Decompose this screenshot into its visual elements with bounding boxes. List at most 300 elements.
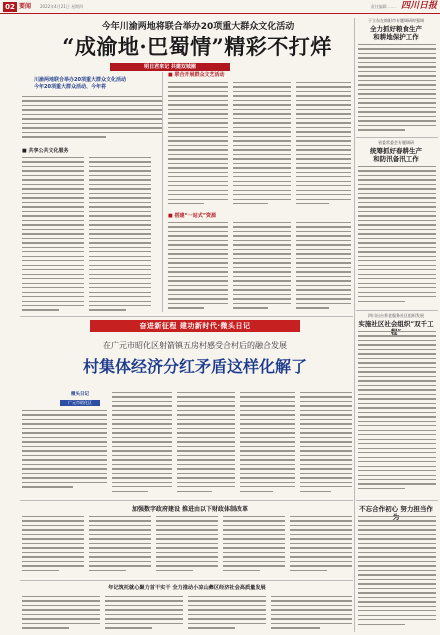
text-line	[112, 468, 172, 469]
text-line	[22, 301, 84, 302]
text-line	[223, 538, 285, 539]
text-line	[300, 459, 352, 460]
text-line	[233, 181, 291, 182]
text-line	[105, 596, 183, 597]
text-line	[22, 556, 84, 557]
text-line	[177, 473, 235, 474]
text-line	[105, 618, 183, 619]
right-kicker-1: 于立东在绵阳市专题调研时强调	[368, 18, 424, 23]
text-line	[156, 543, 218, 544]
text-line	[89, 175, 151, 176]
text-line	[177, 410, 235, 411]
text-line	[358, 233, 436, 234]
lower-headline-2: 年记筑托就心聚力首干实干 全力推动小凉山彝区经济社会高质量发展	[108, 585, 266, 591]
text-line	[112, 482, 172, 483]
text-line	[290, 543, 352, 544]
lower-body-col5	[290, 516, 352, 576]
text-line	[358, 193, 436, 194]
text-line	[233, 267, 291, 268]
text-line	[233, 226, 291, 227]
text-line	[156, 516, 218, 517]
text-line	[358, 619, 436, 620]
text-line	[300, 455, 352, 456]
text-line	[271, 627, 320, 628]
text-line	[358, 116, 436, 117]
text-line	[296, 154, 351, 155]
text-line	[89, 260, 151, 261]
text-line	[358, 57, 436, 58]
text-line	[112, 491, 148, 492]
text-line	[358, 461, 436, 462]
lower-body-col2	[89, 516, 151, 576]
text-line	[22, 596, 100, 597]
text-line	[112, 419, 172, 420]
text-line	[168, 104, 228, 105]
text-line	[300, 468, 352, 469]
text-line	[22, 247, 84, 248]
section-divider	[356, 137, 438, 138]
text-line	[290, 529, 352, 530]
text-line	[358, 206, 436, 207]
text-line	[358, 394, 436, 395]
text-line	[296, 199, 351, 200]
text-line	[358, 120, 436, 121]
right-kicker-2: 省委常委会专题调研	[378, 140, 414, 145]
text-line	[22, 450, 107, 451]
masthead-logo: 四川日报	[400, 1, 437, 11]
text-line	[168, 285, 228, 286]
text-line	[240, 486, 295, 487]
text-line	[223, 525, 285, 526]
text-line	[296, 86, 351, 87]
text-line	[177, 423, 235, 424]
text-line	[112, 450, 172, 451]
text-line	[168, 289, 228, 290]
lead-red-bar: 明日君来记 共建双城圈	[110, 63, 230, 71]
text-line	[240, 491, 273, 492]
text-line	[296, 226, 351, 227]
text-line	[358, 269, 436, 270]
text-line	[177, 401, 235, 402]
text-line	[358, 538, 436, 539]
text-line	[296, 235, 351, 236]
text-line	[358, 335, 436, 336]
text-line	[156, 538, 218, 539]
text-line	[89, 274, 151, 275]
text-line	[300, 464, 352, 465]
text-line	[296, 249, 351, 250]
text-line	[300, 410, 352, 411]
text-line	[89, 287, 151, 288]
feature-headline: 村集体经济分红矛盾这样化解了	[82, 357, 307, 376]
text-line	[358, 376, 436, 377]
section-divider	[20, 580, 353, 581]
text-line	[358, 570, 436, 571]
text-line	[89, 247, 151, 248]
text-line	[358, 543, 436, 544]
text-line	[168, 271, 228, 272]
text-line	[168, 244, 228, 245]
text-line	[168, 136, 228, 137]
text-line	[89, 525, 151, 526]
text-line	[358, 274, 436, 275]
text-line	[296, 109, 351, 110]
text-line	[22, 464, 107, 465]
text-line	[89, 197, 151, 198]
text-line	[358, 247, 436, 248]
text-line	[233, 307, 268, 308]
text-line	[296, 298, 351, 299]
text-line	[168, 258, 228, 259]
text-line	[168, 109, 228, 110]
text-line	[358, 416, 436, 417]
text-line	[358, 561, 436, 562]
text-line	[290, 520, 352, 521]
text-line	[358, 340, 436, 341]
section-divider	[356, 500, 438, 501]
text-line	[300, 486, 352, 487]
text-line	[112, 477, 172, 478]
text-line	[22, 211, 84, 212]
text-line	[271, 623, 352, 624]
text-line	[223, 529, 285, 530]
column-divider	[354, 18, 355, 632]
text-line	[358, 475, 436, 476]
text-line	[296, 253, 351, 254]
text-line	[156, 561, 218, 562]
feature-body-col5	[300, 392, 352, 496]
text-line	[358, 301, 405, 302]
text-line	[358, 344, 436, 345]
text-line	[168, 303, 228, 304]
text-line	[358, 220, 436, 221]
text-line	[233, 240, 291, 241]
text-line	[296, 222, 351, 223]
text-line	[240, 446, 295, 447]
text-line	[168, 86, 228, 87]
text-line	[168, 226, 228, 227]
text-line	[89, 534, 151, 535]
text-line	[89, 309, 126, 310]
text-line	[168, 163, 228, 164]
text-line	[358, 48, 436, 49]
text-line	[22, 229, 84, 230]
lead-body-col8	[296, 222, 351, 312]
text-line	[233, 289, 291, 290]
text-line	[300, 450, 352, 451]
text-line	[168, 176, 228, 177]
text-line	[358, 606, 436, 607]
editor-line: 责任编辑 ……	[370, 4, 396, 9]
lead-subhead-1: 川渝两地联合举办20项重大群众文化活动	[34, 77, 126, 83]
text-line	[358, 592, 436, 593]
text-line	[112, 392, 172, 393]
lead-subhead-2: 今年20项重大群众活动、今年将	[34, 84, 106, 90]
text-line	[358, 443, 436, 444]
lead-sub-a: ■ 共享公共文化服务	[22, 148, 69, 154]
text-line	[358, 470, 436, 471]
text-line	[358, 166, 436, 167]
text-line	[240, 419, 295, 420]
text-line	[240, 410, 295, 411]
text-line	[296, 149, 351, 150]
text-line	[89, 224, 151, 225]
text-line	[168, 253, 228, 254]
text-line	[240, 455, 295, 456]
text-line	[89, 188, 151, 189]
text-line	[233, 131, 291, 132]
text-line	[358, 107, 436, 108]
text-line	[177, 446, 235, 447]
text-line	[296, 122, 351, 123]
text-line	[358, 184, 436, 185]
text-line	[296, 176, 351, 177]
text-line	[89, 305, 151, 306]
text-line	[358, 278, 436, 279]
text-line	[89, 229, 151, 230]
text-line	[89, 278, 151, 279]
text-line	[233, 176, 291, 177]
lead-body-col5	[296, 82, 351, 212]
lead-body-col4	[233, 82, 291, 212]
text-line	[271, 614, 352, 615]
text-line	[300, 401, 352, 402]
text-line	[240, 401, 295, 402]
text-line	[22, 184, 84, 185]
text-line	[240, 482, 295, 483]
text-line	[168, 82, 228, 83]
text-line	[358, 202, 436, 203]
text-line	[233, 285, 291, 286]
text-line	[22, 459, 107, 460]
text-line	[296, 104, 351, 105]
text-line	[296, 140, 351, 141]
text-line	[112, 486, 172, 487]
section-divider	[20, 500, 353, 501]
text-line	[296, 276, 351, 277]
text-line	[296, 262, 351, 263]
text-line	[223, 565, 285, 566]
text-line	[89, 184, 151, 185]
text-line	[358, 547, 436, 548]
text-line	[177, 486, 235, 487]
text-line	[89, 570, 126, 571]
text-line	[358, 211, 436, 212]
text-line	[358, 349, 436, 350]
lead-body-col7	[233, 222, 291, 312]
text-line	[22, 202, 84, 203]
text-line	[358, 425, 436, 426]
text-line	[112, 401, 172, 402]
text-line	[300, 414, 352, 415]
text-line	[22, 437, 107, 438]
text-line	[22, 197, 84, 198]
text-line	[22, 105, 162, 106]
text-line	[22, 623, 100, 624]
text-line	[22, 166, 84, 167]
text-line	[358, 71, 436, 72]
text-line	[105, 614, 183, 615]
text-line	[188, 609, 266, 610]
text-line	[89, 561, 151, 562]
text-line	[177, 482, 235, 483]
text-line	[22, 432, 107, 433]
text-line	[22, 179, 84, 180]
text-line	[358, 565, 436, 566]
text-line	[358, 44, 436, 45]
text-line	[22, 233, 84, 234]
text-line	[290, 552, 352, 553]
text-line	[358, 75, 436, 76]
text-line	[22, 446, 107, 447]
text-line	[168, 203, 204, 204]
text-line	[358, 197, 436, 198]
text-line	[358, 129, 405, 130]
text-line	[22, 516, 84, 517]
text-line	[296, 167, 351, 168]
text-line	[188, 614, 266, 615]
text-line	[168, 113, 228, 114]
text-line	[22, 614, 100, 615]
text-line	[271, 596, 352, 597]
text-line	[112, 473, 172, 474]
lower-body-col3	[156, 516, 218, 576]
text-line	[290, 516, 352, 517]
text-line	[22, 127, 162, 128]
text-line	[168, 222, 228, 223]
text-line	[358, 615, 436, 616]
text-line	[168, 100, 228, 101]
text-line	[358, 80, 436, 81]
text-line	[22, 269, 84, 270]
text-line	[89, 516, 151, 517]
text-line	[240, 423, 295, 424]
text-line	[233, 136, 291, 137]
text-line	[112, 410, 172, 411]
text-line	[358, 479, 436, 480]
text-line	[89, 161, 151, 162]
text-line	[296, 267, 351, 268]
text-line	[22, 287, 84, 288]
text-line	[112, 428, 172, 429]
text-line	[22, 157, 84, 158]
text-line	[89, 296, 151, 297]
text-line	[233, 95, 291, 96]
lower2-body-col1	[22, 596, 100, 632]
text-line	[168, 154, 228, 155]
text-line	[296, 289, 351, 290]
text-line	[22, 486, 73, 487]
lower-body-col4	[223, 516, 285, 576]
text-line	[358, 98, 436, 99]
feature-small-tag: 广元市昭化区	[60, 400, 100, 406]
text-line	[22, 600, 100, 601]
text-line	[22, 627, 69, 628]
text-line	[89, 179, 151, 180]
text-line	[89, 251, 151, 252]
text-line	[358, 287, 436, 288]
text-line	[22, 609, 100, 610]
text-line	[22, 618, 100, 619]
feature-body-col1	[22, 410, 107, 495]
text-line	[233, 149, 291, 150]
text-line	[233, 82, 291, 83]
text-line	[233, 190, 291, 191]
text-line	[22, 441, 107, 442]
text-line	[233, 244, 291, 245]
text-line	[22, 543, 84, 544]
text-line	[22, 305, 84, 306]
text-line	[240, 477, 295, 478]
text-line	[296, 307, 329, 308]
text-line	[168, 298, 228, 299]
text-line	[233, 140, 291, 141]
text-line	[296, 258, 351, 259]
text-line	[112, 432, 172, 433]
text-line	[156, 552, 218, 553]
text-line	[271, 605, 352, 606]
text-line	[290, 547, 352, 548]
text-line	[22, 114, 162, 115]
text-line	[168, 194, 228, 195]
text-line	[168, 199, 228, 200]
text-line	[233, 222, 291, 223]
text-line	[358, 516, 436, 517]
text-line	[358, 380, 436, 381]
text-line	[358, 398, 436, 399]
text-line	[300, 423, 352, 424]
text-line	[22, 278, 84, 279]
text-line	[22, 265, 84, 266]
text-line	[22, 136, 106, 137]
text-line	[358, 238, 436, 239]
text-line	[223, 516, 285, 517]
text-line	[22, 565, 84, 566]
section-divider	[20, 316, 353, 317]
text-line	[22, 206, 84, 207]
text-line	[233, 253, 291, 254]
text-line	[358, 260, 436, 261]
text-line	[168, 91, 228, 92]
text-line	[22, 552, 84, 553]
text-line	[188, 627, 235, 628]
text-line	[89, 202, 151, 203]
text-line	[188, 618, 266, 619]
text-line	[22, 529, 84, 530]
text-line	[296, 158, 351, 159]
text-line	[168, 276, 228, 277]
text-line	[22, 100, 162, 101]
text-line	[168, 231, 228, 232]
text-line	[105, 609, 183, 610]
text-line	[22, 175, 84, 176]
text-line	[296, 294, 351, 295]
text-line	[233, 104, 291, 105]
text-line	[156, 547, 218, 548]
text-line	[22, 414, 107, 415]
text-line	[177, 468, 235, 469]
text-line	[358, 331, 436, 332]
text-line	[89, 552, 151, 553]
text-line	[358, 556, 436, 557]
text-line	[22, 423, 107, 424]
text-line	[358, 389, 436, 390]
text-line	[296, 91, 351, 92]
text-line	[168, 249, 228, 250]
text-line	[296, 118, 351, 119]
text-line	[177, 450, 235, 451]
text-line	[233, 109, 291, 110]
